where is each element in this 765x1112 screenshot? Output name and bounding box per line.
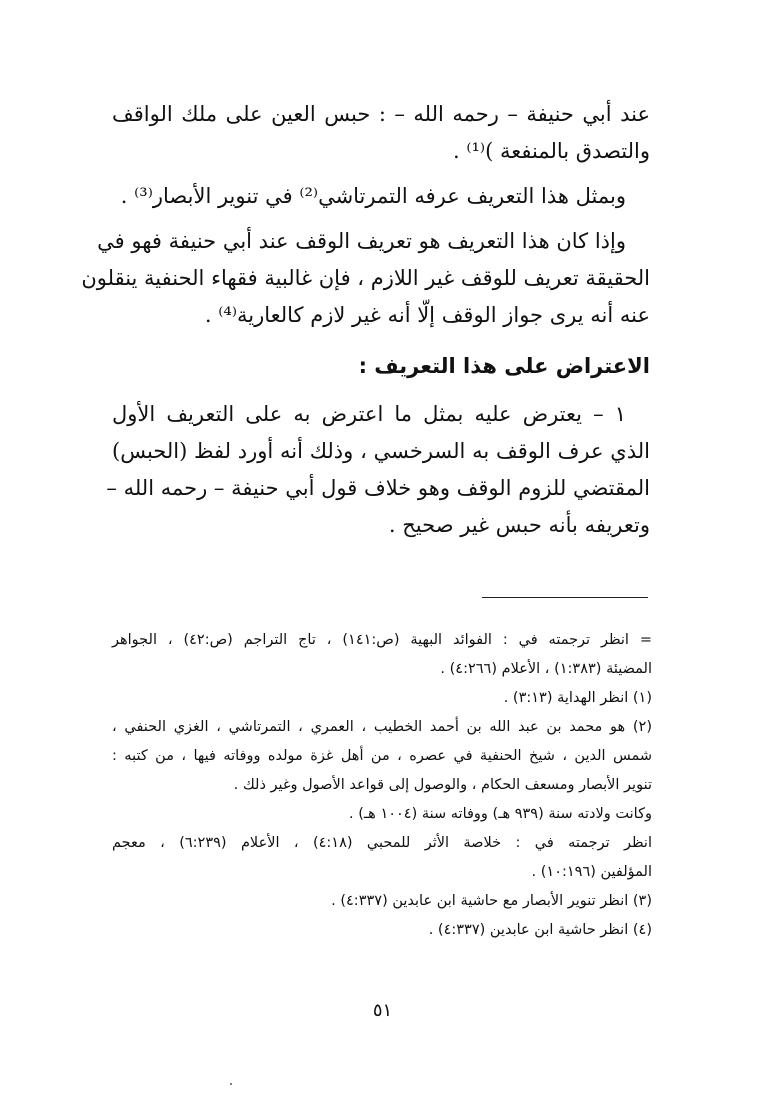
- footnote-line: (٤) انظر حاشية ابن عابدين (٤:٣٣٧) .: [428, 922, 652, 938]
- paragraph-4-line-3: المقتضي للزوم الوقف وهو خلاف قول أبي حنيفة – رحمه الله –: [106, 476, 650, 500]
- page-number: ٥١: [372, 1000, 393, 1021]
- paragraph-3-line-1: وإذا كان هذا التعريف هو تعريف الوقف عند أبي حنيفة فهو في: [97, 229, 626, 253]
- footnote-line: (٣) انظر تنوير الأبصار مع حاشية ابن عابدين (٤:٣٣٧) .: [331, 893, 652, 909]
- paragraph-3-line-3: عنه أنه يرى جواز الوقف إلّا أنه غير لازم كالعارية⁽⁴⁾ .: [204, 303, 650, 327]
- scan-speck: [230, 1083, 232, 1085]
- footnote-line: المؤلفين (١٠:١٩٦) .: [531, 864, 652, 880]
- paragraph-3-line-2: الحقيقة تعريف للوقف غير اللازم ، فإن غالبية فقهاء الحنفية ينقلون: [81, 266, 650, 290]
- footnote-line: المضيئة (١:٣٨٣) ، الأعلام (٤:٢٦٦) .: [440, 661, 652, 677]
- footnote-separator: [482, 597, 648, 598]
- paragraph-2-line-1: وبمثل هذا التعريف عرفه التمرتاشي⁽²⁾ في تنوير الأبصار⁽³⁾ .: [120, 184, 626, 208]
- main-text-body: [81, 96, 650, 544]
- footnote-line: تنوير الأبصار ومسعف الحكام ، والوصول إلى قواعد الأصول وغير ذلك .: [233, 777, 652, 793]
- paragraph-1-line-1: عند أبي حنيفة – رحمه الله – : حبس العين على ملك الواقف: [112, 102, 650, 126]
- footnote-line: شمس الدين ، شيخ الحنفية في عصره ، من أهل غزة مولده ووفاته فيها ، من كتبه :: [112, 748, 652, 764]
- footnote-line: = انظر ترجمته في : الفوائد البهية (ص:١٤١) ، تاج التراجم (ص:٤٢) ، الجواهر: [112, 632, 653, 648]
- paragraph-4-line-1: ١ – يعترض عليه بمثل ما اعترض به على التعريف الأول: [112, 402, 626, 426]
- footnote-line: انظر ترجمته في : خلاصة الأثر للمحبي (٤:١٨) ، الأعلام (٦:٢٣٩) ، معجم: [112, 835, 652, 851]
- paragraph-4-line-2: الذي عرف الوقف به السرخسي ، وذلك أنه أورد لفظ (الحبس): [112, 439, 650, 463]
- footnote-line: (٢) هو محمد بن عبد الله بن أحمد الخطيب ، العمري ، التمرتاشي ، الغزي الحنفي ،: [112, 719, 652, 735]
- footnote-line: وكانت ولادته سنة (٩٣٩ هـ) ووفاته سنة (١٠٠٤ هـ) .: [349, 806, 652, 822]
- paragraph-4-line-4: وتعريفه بأنه حبس غير صحيح .: [388, 513, 650, 537]
- paragraph-1-line-2: والتصدق بالمنفعة )⁽¹⁾ .: [452, 139, 650, 163]
- footnote-line: (١) انظر الهداية (٣:١٣) .: [503, 690, 652, 706]
- footnotes-section: [112, 626, 652, 945]
- section-heading: الاعتراض على هذا التعريف :: [358, 354, 650, 378]
